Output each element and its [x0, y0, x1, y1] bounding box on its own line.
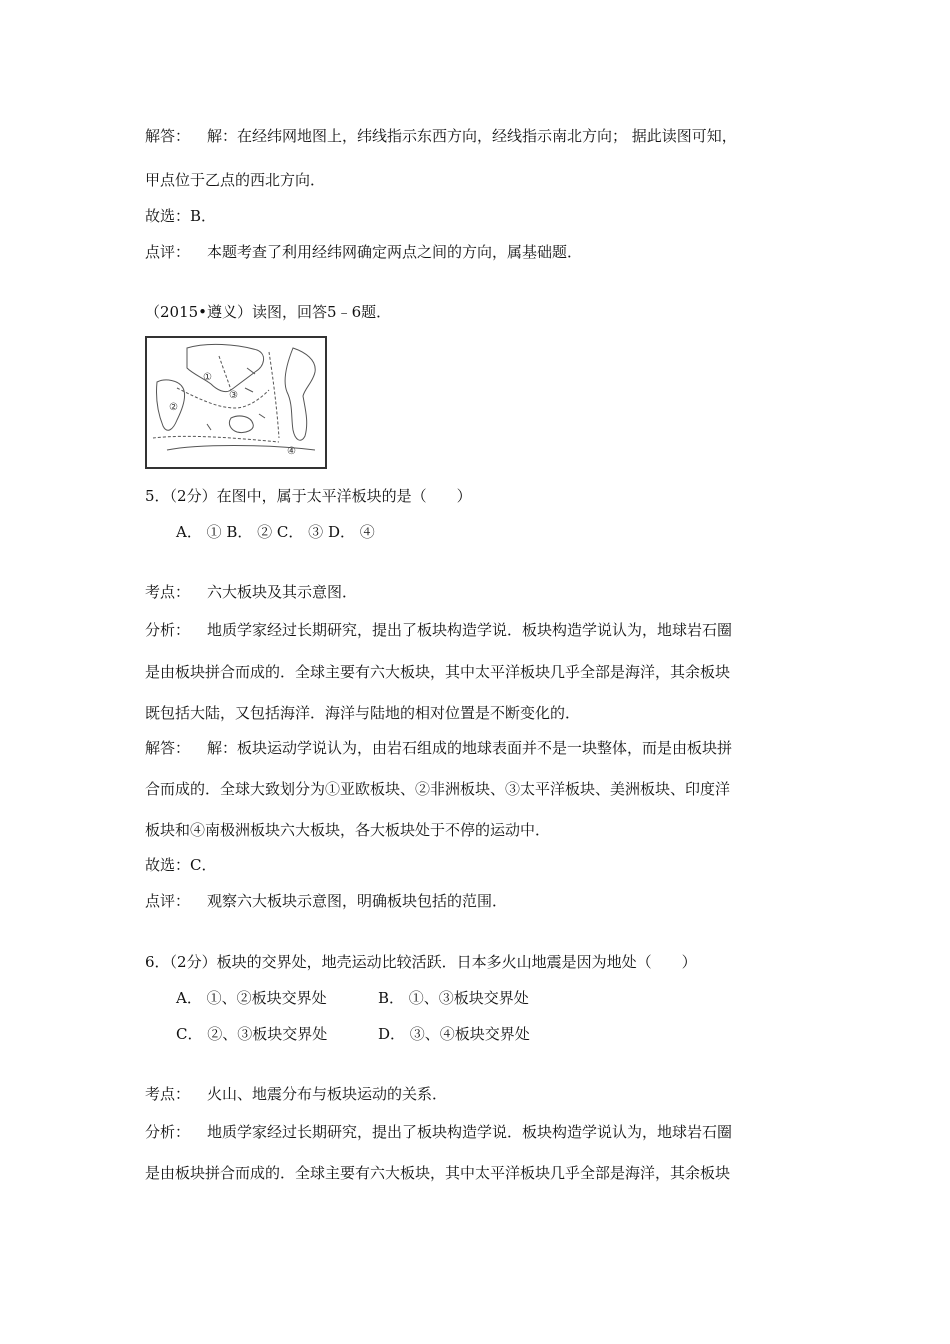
comment-text-1: 本题考查了利用经纬网确定两点之间的方向，属基础题． — [207, 243, 583, 261]
map-label-2: ② — [169, 402, 178, 413]
q5-fenxi-line-1 — [145, 620, 732, 640]
q5-fenxi-line-3: 既包括大陆，又包括海洋．海洋与陆地的相对位置是不断变化的． — [145, 704, 581, 722]
q6-option-b: B． ①、③板块交界处 — [378, 989, 529, 1007]
map-label-1: ① — [203, 372, 212, 383]
answer-text-1: 解：在经纬网地图上，纬线指示东西方向，经线指示南北方向； 据此读图可知， — [207, 127, 737, 145]
q5-jieda-text-1: 解：板块运动学说认为，由岩石组成的地球表面并不是一块整体，而是由板块拼 — [207, 739, 733, 757]
q6-option-d: D． ③、④板块交界处 — [378, 1025, 530, 1043]
q5-comment-tag: 点评： — [145, 892, 191, 910]
q6-fenxi-tag: 分析： — [145, 1123, 191, 1141]
q5-kaodian-tag: 考点： — [145, 583, 191, 601]
q5-comment-line — [145, 891, 507, 911]
q6-stem: 6．（2分）板块的交界处，地壳运动比较活跃．日本多火山地震是因为地处（ ） — [145, 953, 697, 971]
q5-jieda-line-2: 合而成的．全球大致划分为①亚欧板块、②非洲板块、③太平洋板块、美洲板块、印度洋 — [145, 780, 731, 798]
q5-kaodian-line — [145, 582, 357, 602]
q5-choice: 故选：C． — [145, 856, 217, 874]
q5-jieda-line-3: 板块和④南极洲板块六大板块，各大板块处于不停的运动中． — [145, 821, 551, 839]
q6-kaodian-line — [145, 1084, 447, 1104]
q6-kaodian-tag: 考点： — [145, 1085, 191, 1103]
q6-fenxi-line-1 — [145, 1122, 732, 1142]
q5-jieda-line-1 — [145, 738, 732, 758]
comment-line-1 — [145, 242, 582, 262]
q6-kaodian-text: 火山、地震分布与板块运动的关系． — [207, 1085, 448, 1103]
answer-tag: 解答： — [145, 127, 191, 145]
comment-tag: 点评： — [145, 243, 191, 261]
map-label-4: ④ — [287, 446, 296, 457]
question-intro: （2015•遵义）读图，回答5﹣6题． — [145, 303, 392, 321]
q5-fenxi-text-1: 地质学家经过长期研究，提出了板块构造学说．板块构造学说认为，地球岩石圈 — [207, 621, 733, 639]
q6-option-a: A． ①、②板块交界处 — [176, 989, 327, 1007]
q5-stem: 5．（2分）在图中，属于太平洋板块的是（ ） — [145, 487, 472, 505]
q6-option-c: C． ②、③板块交界处 — [176, 1025, 328, 1043]
q5-options: A． ① B． ② C． ③ D． ④ — [176, 523, 375, 541]
choice-line-1: 故选：B． — [145, 207, 217, 225]
q6-fenxi-line-2: 是由板块拼合而成的．全球主要有六大板块，其中太平洋板块几乎全部是海洋，其余板块 — [145, 1164, 731, 1182]
q5-fenxi-tag: 分析： — [145, 621, 191, 639]
map-label-3: ③ — [229, 390, 238, 401]
q5-fenxi-line-2: 是由板块拼合而成的．全球主要有六大板块，其中太平洋板块几乎全部是海洋，其余板块 — [145, 663, 731, 681]
answer-line-2: 甲点位于乙点的西北方向． — [145, 171, 326, 189]
q6-fenxi-text-1: 地质学家经过长期研究，提出了板块构造学说．板块构造学说认为，地球岩石圈 — [207, 1123, 733, 1141]
q5-comment-text: 观察六大板块示意图，明确板块包括的范围． — [207, 892, 508, 910]
q5-jieda-tag: 解答： — [145, 739, 191, 757]
plate-map — [145, 336, 327, 469]
q5-kaodian-text: 六大板块及其示意图． — [207, 583, 358, 601]
answer-line-1 — [145, 126, 737, 146]
